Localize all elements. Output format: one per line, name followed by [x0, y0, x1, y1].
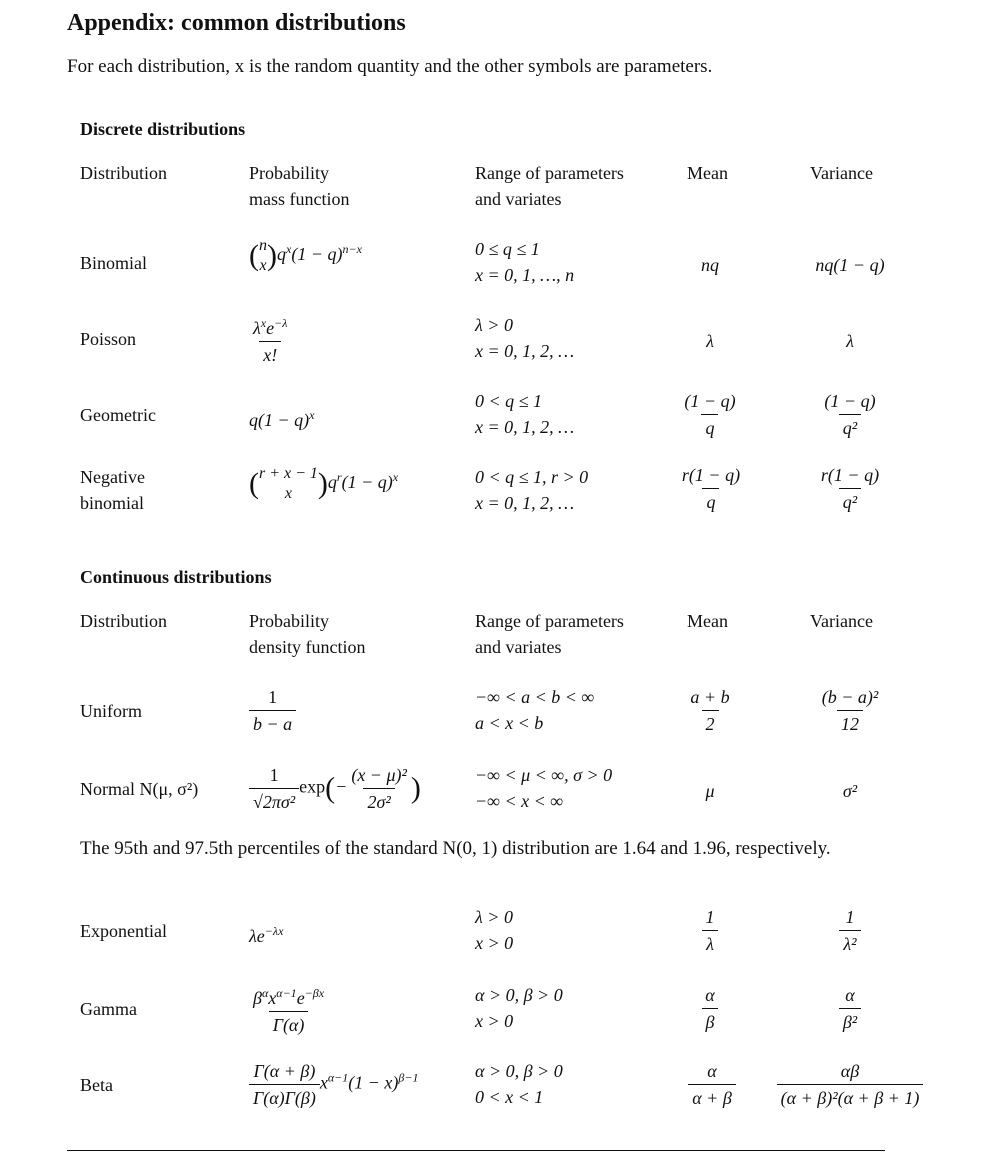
exponential-variance: $\frac{1}{\text{λ²}}$: [805, 904, 895, 957]
row-poisson-name: Poisson: [80, 329, 137, 349]
normal-pdf-formula: $\frac{1}{\text{√2πσ²}}$ exp(− $\frac{\text{(x − μ)²}}{\text{2σ²}}$ ): [249, 762, 421, 815]
binomial-mean: nq: [701, 255, 719, 275]
normal-mean: μ: [705, 781, 715, 801]
poisson-mean: λ: [706, 331, 714, 351]
continuous-header-mean: Mean: [687, 611, 728, 631]
uniform-mean: $\frac{a + b}{2}$: [670, 684, 750, 737]
gamma-mean: $\frac{\alpha}{\beta}$: [680, 982, 740, 1035]
percentile-note: The 95th and 97.5th percentiles of the standard N(0, 1) distribution are 1.64 and 1.96, respectively.: [80, 838, 831, 859]
discrete-header-variance: Variance: [810, 163, 873, 183]
uniform-variance: $\frac{\text{(b − a)²}}{12}$: [800, 684, 900, 737]
beta-pdf-formula: $\frac{\Gamma(\alpha + \beta)}{\Gamma(\alpha)\Gamma(\beta)}$ $x^{\alpha-1}(1 - x)^{\beta-1}$: [249, 1058, 418, 1111]
negative-binomial-pmf-formula: ( r + x − 1 x )$q^r(1 - q)^x$: [249, 465, 399, 502]
row-binomial-name: Binomial: [80, 253, 147, 273]
discrete-heading: Discrete distributions: [80, 119, 246, 139]
poisson-variance: λ: [846, 331, 854, 351]
geometric-pmf-formula: $q(1 - q)^x$: [249, 408, 315, 430]
binomial-variance: nq(1 − q): [815, 255, 885, 275]
binomial-pmf-formula: ( n x )$q^x(1 - q)^{n-x}$: [249, 237, 362, 274]
geometric-mean: $\frac{(1 - q)}{q}$: [670, 388, 750, 441]
row-gamma-name: Gamma: [80, 999, 137, 1019]
binomial-range: 0 ≤ q ≤ 1 x = 0, 1, …, n: [475, 239, 575, 285]
beta-variance: $\frac{\alpha\beta}{\text{(α + β)²(α + β + 1)}}$: [765, 1058, 935, 1111]
exponential-pdf-formula: $\lambda e^{-\lambda x}$: [249, 924, 284, 946]
poisson-pmf-formula: $\frac{\lambda^xe^{-\lambda}}{x!}$: [249, 310, 291, 368]
row-beta-name: Beta: [80, 1075, 113, 1095]
poisson-range: λ > 0 x = 0, 1, 2, …: [475, 315, 575, 361]
continuous-header-variance: Variance: [810, 611, 873, 631]
discrete-header-mean: Mean: [687, 163, 728, 183]
exponential-mean: $\frac{1}{\lambda}$: [680, 904, 740, 957]
row-negative-binomial-name: Negative binomial: [80, 467, 145, 513]
geometric-range: 0 < q ≤ 1 x = 0, 1, 2, …: [475, 391, 575, 437]
continuous-heading: Continuous distributions: [80, 567, 272, 587]
uniform-range: −∞ < a < b < ∞ a < x < b: [475, 687, 595, 733]
intro-text: For each distribution, x is the random quantity and the other symbols are parameters.: [67, 56, 713, 77]
row-normal-name: Normal N(μ, σ²): [80, 779, 199, 799]
normal-range: −∞ < μ < ∞, σ > 0 −∞ < x < ∞: [475, 765, 613, 811]
exponential-range: λ > 0 x > 0: [475, 907, 514, 953]
beta-range: α > 0, β > 0 0 < x < 1: [475, 1061, 563, 1107]
discrete-header-distribution: Distribution: [80, 163, 168, 183]
continuous-header-range: Range of parameters and variates: [475, 611, 624, 657]
page-title: Appendix: common distributions: [67, 10, 406, 36]
discrete-header-range: Range of parameters and variates: [475, 163, 624, 209]
uniform-pdf-formula: $\frac{1}{b - a}$: [249, 684, 296, 737]
beta-mean: $\frac{\alpha}{\alpha + \beta}$: [675, 1058, 749, 1111]
discrete-header-pmf: Probability mass function: [249, 163, 350, 209]
bottom-rule: [67, 1150, 885, 1151]
negative-binomial-variance: $\frac{r(1 - q)}{\text{q²}}$: [805, 462, 895, 515]
row-geometric-name: Geometric: [80, 405, 156, 425]
normal-variance: σ²: [842, 781, 858, 801]
row-exponential-name: Exponential: [80, 921, 167, 941]
gamma-pdf-formula: $\frac{\beta^\alpha x^{\alpha-1}e^{-\beta x}}{\Gamma(\alpha)}$: [249, 980, 328, 1038]
negative-binomial-mean: $\frac{r(1 - q)}{q}$: [668, 462, 754, 515]
continuous-header-pdf: Probability density function: [249, 611, 366, 657]
row-uniform-name: Uniform: [80, 701, 142, 721]
gamma-range: α > 0, β > 0 x > 0: [475, 985, 563, 1031]
continuous-header-distribution: Distribution: [80, 611, 168, 631]
gamma-variance: $\frac{\alpha}{\text{β²}}$: [805, 982, 895, 1035]
negative-binomial-range: 0 < q ≤ 1, r > 0 x = 0, 1, 2, …: [475, 467, 589, 513]
geometric-variance: $\frac{(1 - q)}{\text{q²}}$: [805, 388, 895, 441]
